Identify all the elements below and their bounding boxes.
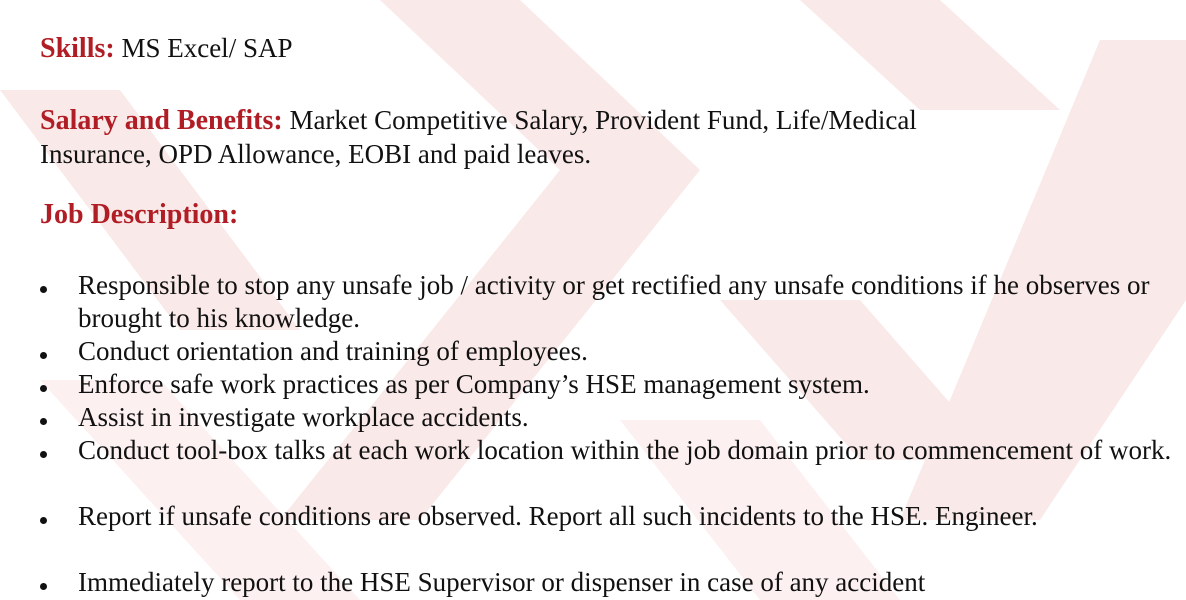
list-item: Responsible to stop any unsafe job / activity or get rectified any unsafe conditions if he observes or brought to his knowledge. [78, 270, 1150, 333]
skills-label: Skills: [40, 33, 115, 64]
salary-value-line2: Insurance, OPD Allowance, EOBI and paid leaves. [40, 139, 592, 169]
bullet-icon [40, 451, 47, 458]
list-item: Assist in investigate workplace accidents. [78, 402, 529, 432]
list-item: Conduct orientation and training of employees. [78, 336, 588, 366]
bullet-icon [40, 418, 47, 425]
skills-value: MS Excel/ SAP [114, 33, 293, 63]
salary-line-2 [40, 138, 591, 171]
bullet-icon [40, 385, 47, 392]
list-item: Immediately report to the HSE Supervisor or dispenser in case of any accident [78, 567, 926, 597]
bullet-icon [40, 286, 47, 293]
salary-value-line1: Market Competitive Salary, Provident Fund, Life/Medical [282, 105, 917, 135]
list-item: Report if unsafe conditions are observed. Report all such incidents to the HSE. Engineer. [78, 501, 1038, 531]
salary-label: Salary and Benefits: [40, 105, 283, 136]
list-item: Enforce safe work practices as per Company’s HSE management system. [78, 369, 870, 399]
bullet-icon [40, 352, 47, 359]
list-item: Conduct tool-box talks at each work location within the job domain prior to commencement of work. [78, 435, 1172, 465]
salary-line-1 [40, 104, 917, 137]
bullet-icon [40, 583, 47, 590]
bullet-icon [40, 517, 47, 524]
skills-line [40, 32, 292, 65]
job-description-heading: Job Description: [40, 199, 239, 230]
